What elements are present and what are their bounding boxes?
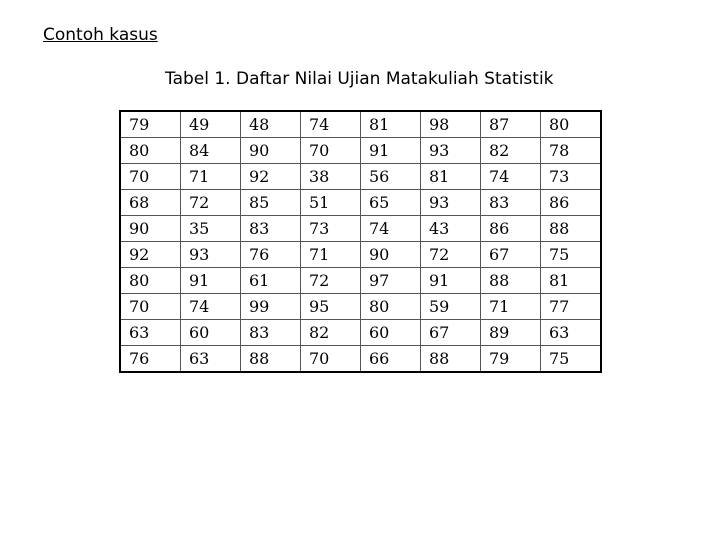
table-cell: 74 [481, 164, 541, 190]
table-cell: 83 [481, 190, 541, 216]
table-cell: 92 [241, 164, 301, 190]
table-cell: 78 [541, 138, 602, 164]
table-cell: 73 [541, 164, 602, 190]
table-cell: 70 [120, 164, 181, 190]
table-cell: 88 [241, 346, 301, 373]
table-cell: 91 [181, 268, 241, 294]
table-cell: 74 [181, 294, 241, 320]
table-cell: 98 [421, 111, 481, 138]
table-cell: 59 [421, 294, 481, 320]
table-cell: 75 [541, 242, 602, 268]
table-cell: 43 [421, 216, 481, 242]
table-cell: 79 [120, 111, 181, 138]
table-cell: 93 [181, 242, 241, 268]
table-cell: 66 [361, 346, 421, 373]
table-cell: 88 [421, 346, 481, 373]
table-cell: 60 [361, 320, 421, 346]
table-cell: 95 [301, 294, 361, 320]
table-cell: 63 [541, 320, 602, 346]
table-cell: 88 [541, 216, 602, 242]
table-cell: 70 [120, 294, 181, 320]
table-cell: 88 [481, 268, 541, 294]
table-cell: 72 [301, 268, 361, 294]
table-cell: 70 [301, 346, 361, 373]
table-cell: 73 [301, 216, 361, 242]
table-cell: 49 [181, 111, 241, 138]
table-cell: 48 [241, 111, 301, 138]
table-cell: 85 [241, 190, 301, 216]
table-cell: 60 [181, 320, 241, 346]
table-cell: 80 [541, 111, 602, 138]
table-cell: 63 [120, 320, 181, 346]
table-row [120, 190, 601, 216]
table-row [120, 294, 601, 320]
table-cell: 71 [301, 242, 361, 268]
table-cell: 67 [421, 320, 481, 346]
table-cell: 89 [481, 320, 541, 346]
table-cell: 91 [361, 138, 421, 164]
table-cell: 56 [361, 164, 421, 190]
table-row [120, 164, 601, 190]
table-cell: 72 [181, 190, 241, 216]
table-caption: Tabel 1. Daftar Nilai Ujian Matakuliah Statistik [165, 69, 554, 89]
table-cell: 81 [421, 164, 481, 190]
table-cell: 92 [120, 242, 181, 268]
grades-table [119, 110, 602, 373]
table-cell: 97 [361, 268, 421, 294]
table-cell: 63 [181, 346, 241, 373]
table-cell: 51 [301, 190, 361, 216]
table-cell: 91 [421, 268, 481, 294]
table-cell: 70 [301, 138, 361, 164]
table-cell: 84 [181, 138, 241, 164]
table-cell: 80 [120, 138, 181, 164]
table-row [120, 268, 601, 294]
table-cell: 93 [421, 138, 481, 164]
table-cell: 71 [481, 294, 541, 320]
table-row [120, 242, 601, 268]
table-cell: 80 [361, 294, 421, 320]
table-cell: 86 [541, 190, 602, 216]
table-cell: 79 [481, 346, 541, 373]
table-row [120, 138, 601, 164]
table-cell: 82 [301, 320, 361, 346]
table-cell: 90 [241, 138, 301, 164]
table-cell: 74 [361, 216, 421, 242]
table-cell: 75 [541, 346, 602, 373]
table-cell: 76 [120, 346, 181, 373]
table-cell: 87 [481, 111, 541, 138]
table-cell: 71 [181, 164, 241, 190]
table-cell: 61 [241, 268, 301, 294]
table-cell: 74 [301, 111, 361, 138]
table-row [120, 346, 601, 373]
table-cell: 77 [541, 294, 602, 320]
table-cell: 90 [120, 216, 181, 242]
table-cell: 83 [241, 216, 301, 242]
table-cell: 90 [361, 242, 421, 268]
table-row [120, 111, 601, 138]
table-row [120, 320, 601, 346]
table-row [120, 216, 601, 242]
table-cell: 83 [241, 320, 301, 346]
table-cell: 80 [120, 268, 181, 294]
table-cell: 65 [361, 190, 421, 216]
table-cell: 81 [361, 111, 421, 138]
table-cell: 76 [241, 242, 301, 268]
table-cell: 99 [241, 294, 301, 320]
table-cell: 86 [481, 216, 541, 242]
table-cell: 93 [421, 190, 481, 216]
table-cell: 67 [481, 242, 541, 268]
table-cell: 72 [421, 242, 481, 268]
slide-heading: Contoh kasus [43, 25, 158, 45]
table-cell: 35 [181, 216, 241, 242]
table-cell: 82 [481, 138, 541, 164]
table-cell: 68 [120, 190, 181, 216]
table-cell: 81 [541, 268, 602, 294]
table-cell: 38 [301, 164, 361, 190]
